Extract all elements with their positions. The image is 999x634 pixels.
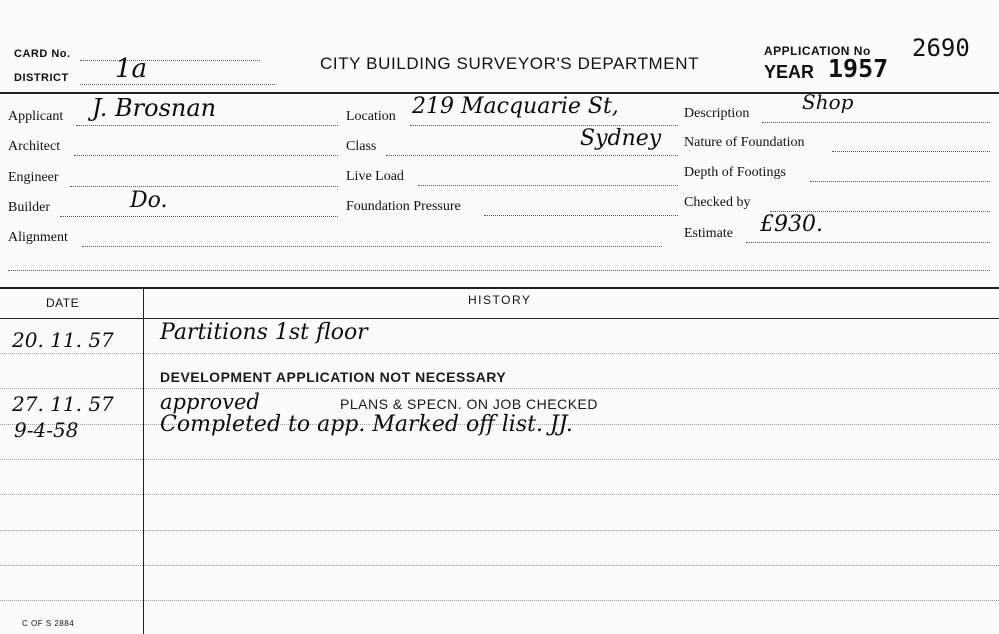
history-row-line: [0, 459, 999, 460]
history-header: HISTORY: [468, 293, 532, 307]
class-line: [386, 155, 678, 156]
fields-bottom-line: [8, 270, 990, 271]
history-date: 9-4-58: [14, 418, 79, 442]
application-no-value: 2690: [912, 34, 970, 62]
history-row-line: [0, 494, 999, 495]
date-column-divider: [143, 288, 144, 634]
history-text: Completed to app. Marked off list. JJ.: [160, 412, 573, 437]
live-load-label: Live Load: [346, 169, 404, 184]
history-row-line: [0, 388, 999, 389]
nature-of-foundation-line: [832, 151, 990, 152]
applicant-label: Applicant: [8, 109, 64, 124]
applicant-value: J. Brosnan: [92, 94, 217, 122]
estimate-value: £930.: [760, 212, 823, 237]
checked-by-label: Checked by: [684, 195, 751, 210]
live-load-line: [418, 185, 678, 186]
alignment-line: [82, 246, 662, 247]
history-stamp: DEVELOPMENT APPLICATION NOT NECESSARY: [160, 369, 507, 385]
district-label: DISTRICT: [14, 72, 69, 84]
depth-of-footings-label: Depth of Footings: [684, 165, 786, 180]
applicant-line: [76, 125, 338, 126]
year-value: 1957: [828, 54, 889, 83]
district-line: [80, 84, 275, 85]
estimate-line: [746, 242, 990, 243]
foundation-pressure-label: Foundation Pressure: [346, 199, 461, 214]
history-row-line: [0, 530, 999, 531]
department-title: CITY BUILDING SURVEYOR'S DEPARTMENT: [320, 54, 700, 73]
card-no-label: CARD No.: [14, 48, 71, 60]
estimate-label: Estimate: [684, 226, 733, 241]
location-label: Location: [346, 109, 396, 124]
architect-label: Architect: [8, 139, 61, 154]
history-row-line: [0, 600, 999, 601]
history-date: 20. 11. 57: [12, 328, 114, 352]
history-header-rule: [0, 318, 999, 319]
builder-label: Builder: [8, 200, 50, 215]
location-value: 219 Macquarie St,: [412, 94, 619, 119]
alignment-label: Alignment: [8, 230, 68, 245]
history-text: Partitions 1st floor: [160, 320, 368, 345]
nature-of-foundation-label: Nature of Foundation: [684, 135, 805, 150]
history-row-line: [0, 565, 999, 566]
engineer-line: [70, 186, 338, 187]
history-stamp: PLANS & SPECN. ON JOB CHECKED: [340, 396, 599, 412]
history-row-line: [0, 353, 999, 354]
foundation-pressure-line: [484, 215, 678, 216]
application-no-label: APPLICATION No: [764, 44, 871, 58]
history-date: 27. 11. 57: [12, 392, 114, 416]
district-value: 1a: [115, 54, 148, 84]
history-top-rule: [0, 287, 999, 289]
date-header: DATE: [46, 296, 80, 310]
history-text: approved: [160, 390, 260, 414]
class-label: Class: [346, 139, 377, 154]
depth-of-footings-line: [810, 181, 990, 182]
description-line: [762, 122, 990, 123]
architect-line: [74, 155, 338, 156]
year-label: YEAR: [764, 62, 815, 82]
builder-value: Do.: [130, 188, 168, 213]
location-value-line2: Sydney: [580, 126, 662, 151]
description-value: Shop: [802, 90, 854, 114]
card-no-line: [80, 60, 260, 61]
form-code: C OF S 2884: [22, 619, 75, 628]
engineer-label: Engineer: [8, 170, 59, 185]
description-label: Description: [684, 106, 750, 121]
builder-line: [60, 216, 338, 217]
